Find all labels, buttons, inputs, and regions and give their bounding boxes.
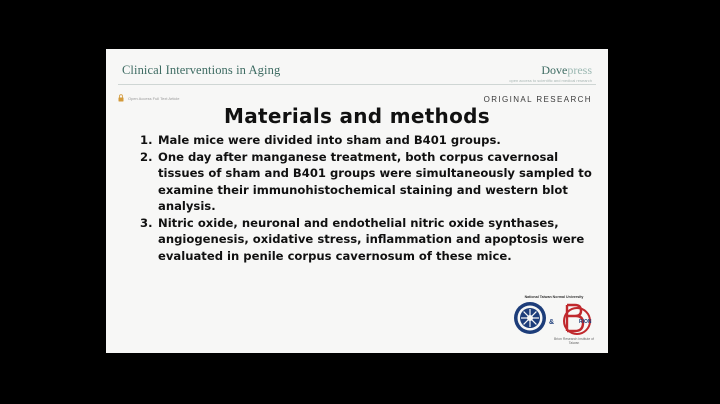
publisher-logo xyxy=(541,63,592,78)
access-row xyxy=(118,94,180,102)
list-item xyxy=(140,132,600,149)
brion-wordmark: RION xyxy=(579,319,592,325)
methods-list xyxy=(140,132,600,264)
publisher-suffix: press xyxy=(567,63,592,77)
slide-title: Materials and methods xyxy=(224,104,490,128)
university-seal-icon xyxy=(513,301,547,335)
list-item-text: One day after manganese treatment, both corpus cavernosal tissues of sham and B401 groups were simultaneously sampled to examine their immunohistochemical staining and western blot analysis. xyxy=(158,149,592,213)
access-label: Open Access Full Text Article xyxy=(128,95,180,101)
institute-name: Brion Research Institute of Taiwan xyxy=(554,337,594,345)
list-item-number: 3. xyxy=(140,215,153,230)
list-item-text: Nitric oxide, neuronal and endothelial nitric oxide synthases, angiogenesis, oxidative stress, inflammation and apoptosis were evaluated in penile corpus cavernosum of these mice. xyxy=(158,215,585,263)
journal-title: Clinical Interventions in Aging xyxy=(122,63,281,77)
section-label: ORIGINAL RESEARCH xyxy=(483,95,592,104)
institution-logos xyxy=(511,295,597,347)
list-item-text: Male mice were divided into sham and B401 groups. xyxy=(158,133,501,147)
university-name: National Taiwan Normal University xyxy=(524,295,584,299)
publisher-tagline: open access to scientific and medical research xyxy=(509,78,592,83)
list-item xyxy=(140,215,600,265)
lock-icon xyxy=(118,94,124,102)
header-divider xyxy=(118,84,596,85)
list-item-number: 2. xyxy=(140,149,153,164)
presentation-slide xyxy=(106,49,608,353)
logo-ampersand: & xyxy=(549,319,555,326)
list-item xyxy=(140,149,600,215)
list-item-number: 1. xyxy=(140,133,153,147)
publisher-name: Dove xyxy=(541,63,568,77)
